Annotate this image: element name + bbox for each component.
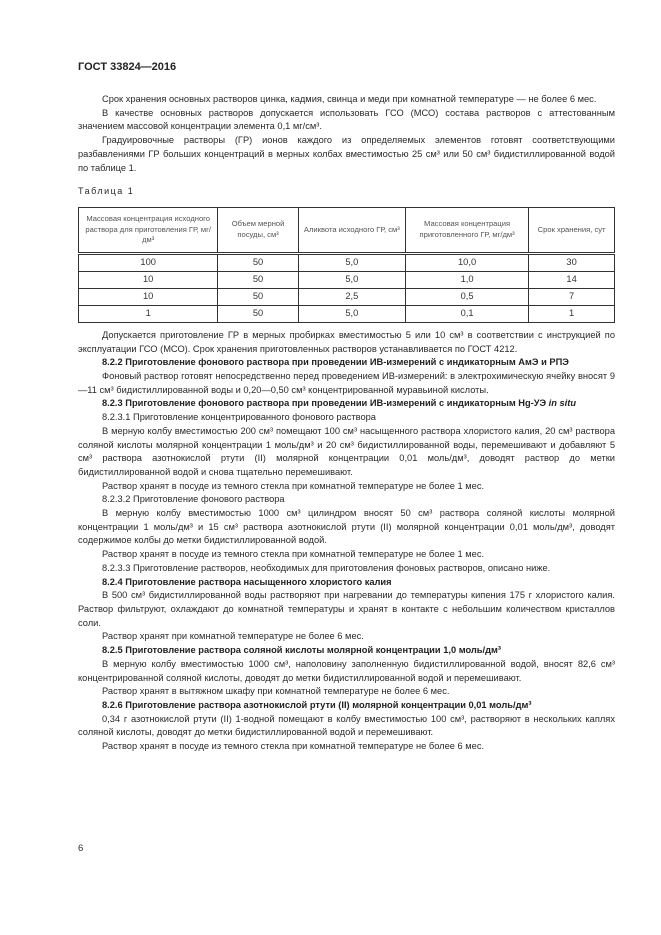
paragraph: 0,34 г азотнокислой ртути (II) 1-водной помещают в колбу вместимостью 100 см³, растворяют в нескольких каплях соляной кислоты, доводят до метки бидистиллированной водой и перемешивают. [78,713,615,738]
table-row [79,253,615,271]
paragraph: Раствор хранят при комнатной температуре не более 6 мес. [102,631,364,642]
table-header-row [79,207,615,253]
section-heading-8-2-2: 8.2.2 Приготовление фонового раствора при проведении ИВ-измерений с индикаторным АмЭ и РПЭ [102,357,569,368]
table-1 [78,207,615,323]
table-cell: 2,5 [298,288,405,305]
paragraph: 8.2.3.1 Приготовление концентрированного фонового раствора [102,412,376,423]
paragraph: Раствор хранят в вытяжном шкафу при комнатной температуре не более 6 мес. [102,686,450,697]
paragraph: В мерную колбу вместимостью 1000 см³ цилиндром вносят 50 см³ раствора соляной кислоты молярной концентрации 1 моль/дм³ и 15 см³ раствора азотнокислой ртути (II) молярной концентрации 0,01 моль/дм³, доводят содержимое колбы до метки бидистиллированной водой. [78,508,615,546]
page-number: 6 [78,843,84,854]
paragraph: Допускается приготовление ГР в мерных пробирках вместимостью 5 или 10 см³ в соответствии с инструкцией по эксплуатации ГСО (МСО). Срок хранения приготовленных растворов устанавливается по ГОСТ 4212. [78,329,615,354]
paragraph: Фоновый раствор готовят непосредственно перед проведением ИВ-измерений: в электрохимическую ячейку вносят 9—11 см³ бидистиллированной воды и 0,20—0,50 см³ концентрированной муравьиной кислоты. [78,371,615,395]
paragraph: Раствор хранят в посуде из темного стекла при комнатной температуре не более 6 мес. [102,741,485,752]
table-cell: 0,1 [405,305,528,322]
table-caption: Таблица 1 [78,186,135,197]
table-row [79,271,615,288]
section-heading-8-2-5: 8.2.5 Приготовление раствора соляной кислоты молярной концентрации 1,0 моль/дм³ [102,645,501,656]
table-cell: 10 [79,271,218,288]
paragraph: Раствор хранят в посуде из темного стекла при комнатной температуре не более 1 мес. [102,480,485,491]
table-cell: 50 [218,305,298,322]
table-cell: 30 [529,253,615,271]
table-cell: 50 [218,271,298,288]
section-heading-8-2-6: 8.2.6 Приготовление раствора азотнокислой ртути (II) молярной концентрации 0,01 моль/дм³ [102,699,532,710]
table-cell: 100 [79,253,218,271]
table-cell: 5,0 [298,253,405,271]
column-header: Массовая концентрация исходного раствора для приготовления ГР, мг/дм³ [79,207,218,253]
section-heading-8-2-3 [78,397,615,411]
paragraph: 8.2.3.3 Приготовление растворов, необходимых для приготовления фоновых растворов, описано ниже. [102,562,551,573]
heading-text: 8.2.3 Приготовление фонового раствора при проведении ИВ-измерений с индикаторным Hg-УЭ [102,398,547,409]
table-cell: 10,0 [405,253,528,271]
paragraph: В качестве основных растворов допускается использовать ГСО (МСО) состава растворов с аттестованным значением массовой концентрации элемента 0,1 мг/см³. [78,107,615,132]
paragraph: Градуировочные растворы (ГР) ионов каждого из определяемых элементов готовят соответствующими разбавлениями ГР больших концентраций в мерных колбах вместимостью 25 см³ или 50 см³ бидистиллированной водой по таблице 1. [78,135,615,173]
paragraph: Срок хранения основных растворов цинка, кадмия, свинца и меди при комнатной температуре — не более 6 мес. [102,94,597,104]
page-body [78,93,615,754]
paragraph: В мерную колбу вместимостью 200 см³ помещают 100 см³ насыщенного раствора хлористого калия, 20 см³ раствора соляной кислоты молярной концентрации 1 моль/дм³ и 20 см³ бидистиллированной воды, перемешивают и добавляют 5 см³ раствора азотнокислой ртути (II) молярной концентрации 0,01 моль/дм³, доводят раствор до метки бидистиллированной водой и снова тщательно перемешивают. [78,425,615,477]
table-row [79,288,615,305]
paragraph: В 500 см³ бидистиллированной воды растворяют при нагревании до температуры кипения 175 г хлористого калия. Раствор фильтруют, охлаждают до комнатной температуры и хранят в контакте с небольшим количеством кристаллов соли. [78,590,615,628]
document-header: ГОСТ 33824—2016 [78,61,177,73]
table-cell: 5,0 [298,305,405,322]
table-cell: 0,5 [405,288,528,305]
column-header: Срок хранения, сут [529,207,615,253]
paragraph: 8.2.3.2 Приготовление фонового раствора [102,494,285,505]
paragraph: В мерную колбу вместимостью 1000 см³, наполовину заполненную бидистиллированной водой, вносят 82,6 см³ концентрированной соляной кислоты, доводят до метки бидистиллированной водой и перемешивают. [78,658,615,683]
table-cell: 1,0 [405,271,528,288]
table-cell: 10 [79,288,218,305]
section-heading-8-2-4: 8.2.4 Приготовление раствора насыщенного хлористого калия [102,576,392,587]
table-cell: 7 [529,288,615,305]
paragraph: Раствор хранят в посуде из темного стекла при комнатной температуре не более 1 мес. [102,549,485,560]
table-cell: 1 [529,305,615,322]
table-cell: 1 [79,305,218,322]
table-cell: 50 [218,288,298,305]
table-row [79,305,615,322]
heading-italic: in situ [548,398,577,409]
column-header: Массовая концентрация приготовленного ГР, мг/дм³ [405,207,528,253]
table-cell: 5,0 [298,271,405,288]
table-cell: 50 [218,253,298,271]
column-header: Аликвота исходного ГР, см³ [298,207,405,253]
table-cell: 14 [529,271,615,288]
column-header: Объем мерной посуды, см³ [218,207,298,253]
